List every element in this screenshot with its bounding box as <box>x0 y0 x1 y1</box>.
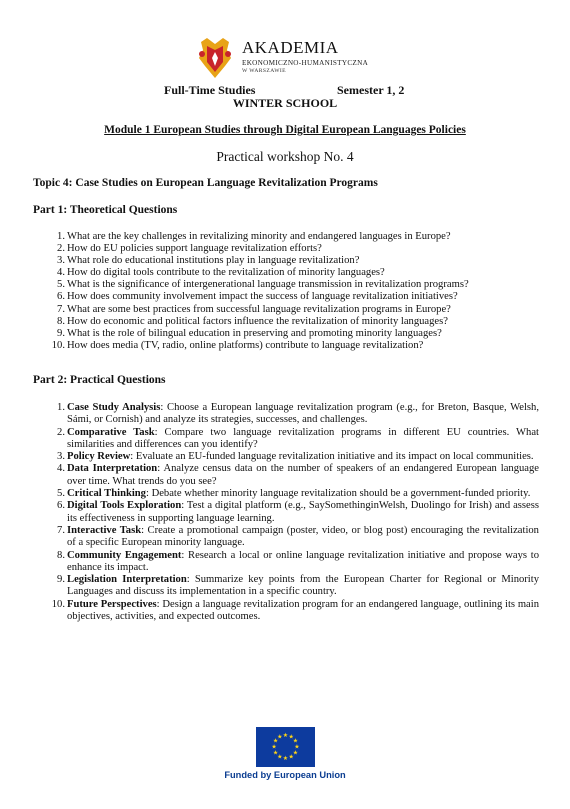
svg-text:★: ★ <box>294 743 300 751</box>
module-title: Module 1 European Studies through Digital European Languages Policies <box>104 124 466 136</box>
svg-text:★: ★ <box>282 732 289 739</box>
list-item: 3. What role do educational institutions play in language revitalization? <box>57 255 360 267</box>
list-item: 5. Critical Thinking: Debate whether minority language revitalization should be a government-funded priority. <box>57 488 531 500</box>
list-item: 2. How do EU policies support language revitalization efforts? <box>57 243 322 255</box>
list-item: 4. Data Interpretation: Analyze census data on the number of speakers of an endangered European language over time. What trends do you see? <box>57 463 539 487</box>
list-item: 1. Case Study Analysis: Choose a European language revitalization program (e.g., for Breton, Basque, Welsh, Sámi, or Cornish) and analyze its strategies, successes, and challenges. <box>57 402 539 426</box>
list-item: 4. How do digital tools contribute to the revitalization of minority languages? <box>57 267 385 279</box>
part1-heading: Part 1: Theoretical Questions <box>33 204 178 216</box>
school-name: WINTER SCHOOL <box>232 96 338 110</box>
svg-text:★: ★ <box>288 733 294 741</box>
list-item: 10. Future Perspectives: Design a language revitalization program for an endangered language, outlining its main objectives, activities, and expected outcomes. <box>51 598 539 623</box>
study-mode: Full-Time Studies <box>164 83 256 97</box>
list-item: 2. Comparative Task: Compare two language revitalization programs in different EU countries. What similarities and differences can you identify? <box>57 426 540 450</box>
eu-stars-icon <box>256 727 315 767</box>
list-item: 6. Digital Tools Exploration: Test a digital platform (e.g., SaySomethinginWelsh, Duolingo for Irish) and assess its effectiveness in supporting language learning. <box>57 500 539 524</box>
logo-name: AKADEMIA <box>242 38 339 57</box>
list-item: 3. Policy Review: Evaluate an EU-funded language revitalization initiative and its impact on local communities. <box>57 451 534 463</box>
svg-text:★: ★ <box>277 753 283 761</box>
eu-flag-icon <box>256 727 315 767</box>
list-item: 10. How does media (TV, radio, online platforms) contribute to language revitalization? <box>51 339 424 351</box>
list-item: 1. What are the key challenges in revitalizing minority and endangered languages in Europe? <box>57 231 451 242</box>
practical-questions-list <box>51 402 540 623</box>
logo-location: W WARSZAWIE <box>242 68 286 74</box>
theoretical-questions-list <box>51 231 547 352</box>
list-item: 9. What is the role of bilingual education in preserving and promoting minority languages? <box>57 327 442 339</box>
svg-text:★: ★ <box>271 743 277 751</box>
svg-text:★: ★ <box>292 737 299 745</box>
list-item: 8. Community Engagement: Research a local or online language revitalization initiative and propose ways to enhance its impact. <box>57 549 539 573</box>
university-logo <box>193 36 378 80</box>
svg-text:★: ★ <box>288 753 294 761</box>
svg-text:★: ★ <box>272 749 279 757</box>
logo-subtitle: EKONOMICZNO-HUMANISTYCZNA <box>242 59 369 67</box>
list-item: 8. How do economic and political factors influence the revitalization of minority languages? <box>57 315 448 327</box>
list-item: 7. Interactive Task: Create a promotional campaign (poster, video, or blog post) encouraging the revitalization of a specific European minority language. <box>57 524 539 549</box>
list-item: 6. How does community involvement impact the success of language revitalization initiatives? <box>57 291 458 303</box>
list-item: 5. What is the significance of intergenerational language transmission in revitalization programs? <box>57 279 469 291</box>
svg-text:★: ★ <box>277 733 283 741</box>
list-item: 9. Legislation Interpretation: Summarize key points from the European Charter for Regional or Minority Languages and discuss its implementation in a specific country. <box>57 574 539 598</box>
list-item: 7. What are some best practices from successful language revitalization programs in Europe? <box>57 303 451 315</box>
svg-text:★: ★ <box>292 749 299 757</box>
svg-text:★: ★ <box>272 737 279 745</box>
topic-heading: Topic 4: Case Studies on European Language Revitalization Programs <box>33 177 378 189</box>
semester: Semester 1, 2 <box>337 83 405 97</box>
svg-text:★: ★ <box>282 755 289 762</box>
funding-notice: Funded by European Union <box>224 770 346 780</box>
part2-heading: Part 2: Practical Questions <box>33 374 166 386</box>
workshop-title: Practical workshop No. 4 <box>216 149 354 164</box>
coat-of-arms-icon <box>193 36 237 80</box>
